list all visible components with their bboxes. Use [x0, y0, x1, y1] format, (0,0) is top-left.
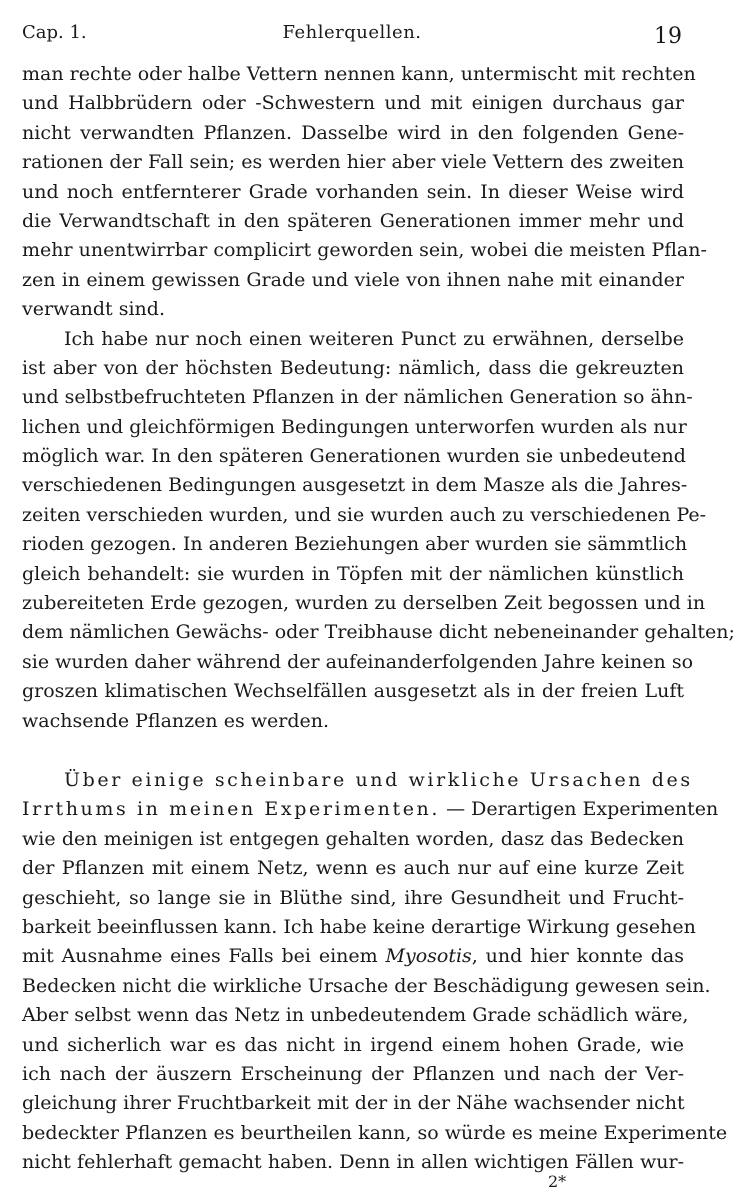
section-heading: Über einige scheinbare und wirkliche Ursachen des	[64, 768, 693, 791]
text-line: Aber selbst wenn das Netz in unbedeutendem Grade schädlich wäre,	[22, 1004, 689, 1027]
text-line: bedeckter Pflanzen es beurtheilen kann, so würde es meine Experimente	[22, 1121, 728, 1144]
signature-mark: 2*	[548, 1172, 567, 1191]
text-line: zubereiteten Erde gezogen, wurden zu derselben Zeit begossen und in	[22, 592, 706, 615]
text-line: und Halbbrüdern oder -Schwestern und mit einigen durchaus gar	[22, 92, 684, 115]
section-body	[22, 766, 728, 1177]
text-fragment: — Derartigen Experimenten	[440, 798, 719, 821]
text-line: geschieht, so lange sie in Blüthe sind, ihre Gesundheit und Frucht-	[22, 886, 684, 909]
text-line: und sicherlich war es das nicht in irgend einem hohen Grade, wie	[22, 1033, 684, 1056]
text-line: nicht verwandten Pflanzen. Dasselbe wird in den folgenden Gene-	[22, 121, 684, 144]
text-line: zeiten verschieden wurden, und sie wurden auch zu verschiedenen Pe-	[22, 503, 707, 526]
text-line: verschiedenen Bedingungen ausgesetzt in dem Masze als die Jahres-	[22, 474, 688, 497]
text-line: Ich habe nur noch einen weiteren Punct zu erwähnen, derselbe	[64, 327, 684, 350]
text-line: sie wurden daher während der aufeinanderfolgenden Jahre keinen so	[22, 650, 694, 673]
text-line: möglich war. In den späteren Generationen wurden sie unbedeutend	[22, 445, 686, 468]
text-line: gleichung ihrer Fruchtbarkeit mit der in der Nähe wachsender nicht	[22, 1092, 685, 1115]
text-line: dem nämlichen Gewächs- oder Treibhause dicht nebeneinander gehalten;	[22, 621, 735, 644]
text-line-myosotis	[22, 942, 684, 971]
text-line: lichen und gleichförmigen Bedingungen unterworfen wurden als nur	[22, 415, 687, 438]
section-heading-continued: Irrthums in meinen Experimenten.	[22, 798, 441, 821]
text-line: der Pflanzen mit einem Netz, wenn es auch nur auf eine kurze Zeit	[22, 857, 684, 880]
text-line: wie den meinigen ist entgegen gehalten worden, dasz das Bedecken	[22, 827, 684, 850]
text-line: rioden gezogen. In anderen Beziehungen aber wurden sie sämmtlich	[22, 533, 688, 556]
text-fragment: , und hier konnte das	[471, 945, 684, 968]
page-body	[22, 60, 735, 1177]
section-heading-line-2	[22, 795, 719, 824]
text-line: zen in einem gewissen Grade und viele von ihnen nahe mit einander	[22, 268, 684, 291]
text-line: und selbstbefruchteten Pflanzen in der nämlichen Generation so ähn-	[22, 386, 693, 409]
text-line: mehr unentwirrbar complicirt geworden sein, wobei die meisten Pflan-	[22, 239, 707, 262]
text-line: rationen der Fall sein; es werden hier aber viele Vettern des zweiten	[22, 151, 684, 174]
page-number: 19	[654, 24, 682, 49]
text-fragment: mit Ausnahme eines Falls bei einem	[22, 945, 386, 968]
text-line: groszen klimatischen Wechselfällen ausgesetzt als in der freien Luft	[22, 680, 684, 703]
text-line: gleich behandelt: sie wurden in Töpfen mit der nämlichen künstlich	[22, 562, 684, 585]
text-line: die Verwandtschaft in den späteren Generationen immer mehr und	[22, 209, 684, 232]
text-line: ist aber von der höchsten Bedeutung: nämlich, dass die gekreuzten	[22, 356, 684, 379]
text-line: man rechte oder halbe Vettern nennen kann, untermischt mit rechten	[22, 63, 696, 85]
text-line: nicht fehlerhaft gemacht haben. Denn in allen wichtigen Fällen wur-	[22, 1151, 684, 1174]
running-header	[22, 18, 682, 50]
text-line: verwandt sind.	[22, 298, 165, 321]
paragraph-2	[22, 325, 735, 736]
chapter-label: Cap. 1.	[22, 22, 87, 43]
text-line: ich nach der äuszern Erscheinung der Pflanzen und nach der Ver-	[22, 1062, 684, 1085]
running-title: Fehlerquellen.	[282, 22, 422, 43]
paragraph-1	[22, 60, 707, 325]
text-line: Bedecken nicht die wirkliche Ursache der Beschädigung gewesen sein.	[22, 974, 711, 997]
text-line: wachsende Pflanzen es werden.	[22, 709, 330, 732]
section-gap	[22, 736, 684, 766]
text-line: und noch entfernterer Grade vorhanden sein. In dieser Weise wird	[22, 180, 684, 203]
text-line: barkeit beeinflussen kann. Ich habe keine derartige Wirkung gesehen	[22, 915, 696, 938]
species-name: Myosotis	[385, 945, 472, 968]
